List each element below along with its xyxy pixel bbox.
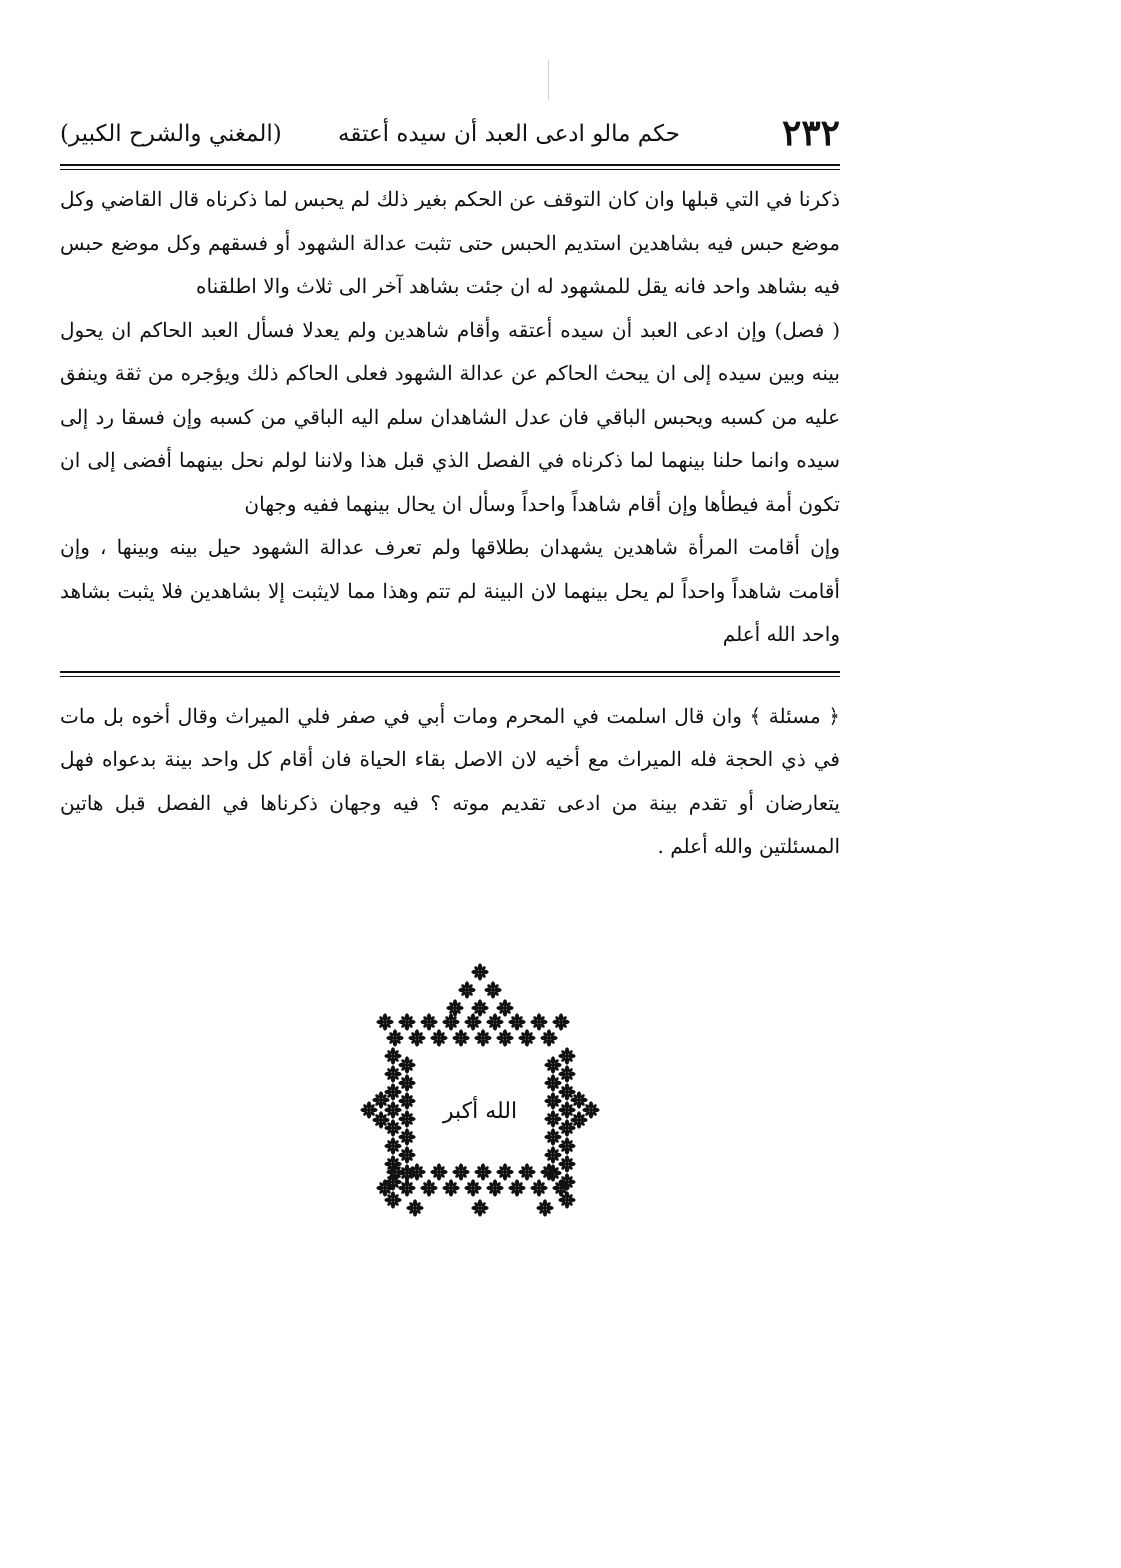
ornament-flower-icon [582,1101,599,1118]
ornament-flower-icon [474,1029,491,1046]
ornament-flower-icon [386,1029,403,1046]
ornament-flower-icon [458,981,475,998]
ornament-flower-icon [471,1199,488,1216]
ornament-flower-icon [474,1163,491,1180]
ornament-flower-icon [398,1074,415,1091]
ornament-flower-icon [452,1163,469,1180]
header-rule [60,164,840,170]
ornament-flower-icon [420,1013,437,1030]
book-title: (المغني والشرح الكبير) [60,121,282,147]
page-header [60,110,840,160]
ornament-flower-icon [484,981,501,998]
ornament-flower-icon [496,999,513,1016]
ornament-flower-icon [398,1013,415,1030]
ornament-flower-icon [398,1110,415,1127]
ornament-flower-icon [558,1155,575,1172]
paragraph-3: وإن أقامت المرأة شاهدين يشهدان بطلاقها ولم تعرف عدالة الشهود حيل بينه وبينها ، وإن أقامت شاهداً واحداً لم يحل بينهما لان البينة لم تتم وهذا مما لايثبت إلا بشاهدين فلا يثبت بشاهد واحد الله أعلم [60,535,840,646]
paragraph-2: ( فصل) وإن ادعى العبد أن سيده أعتقه وأقام شاهدين ولم يعدلا فسأل العبد الحاكم ان يحول بينه وبين سيده إلى ان يبحث الحاكم عن عدالة الشهود فعلى الحاكم ذلك ويؤجره من ثقة وينفق عليه من كسبه ويحبس الباقي فان عدل الشاهدان سلم اليه الباقي من كسبه وإن فسقا رد إلى سيده وانما حلنا بينهما لما ذكرناه في الفصل الذي قبل هذا ولاننا لولم نحل بينهما أفضى إلى ان تكون أمة فيطأها وإن أقام شاهداً واحداً وسأل ان يحال بينهما ففيه وجهان [60,317,840,516]
running-title: حكم مالو ادعى العبد أن سيده أعتقه [338,121,680,147]
ornament-flower-icon [496,1163,513,1180]
ornament-flower-icon [558,1137,575,1154]
ornament-flower-icon [398,1128,415,1145]
ornament-flower-icon [408,1029,425,1046]
ornament-flower-icon [544,1110,561,1127]
ornament-flower-icon [530,1013,547,1030]
ornament-flower-icon [518,1163,535,1180]
ornament-flower-icon [398,1092,415,1109]
ornament-flower-icon [544,1056,561,1073]
ornament-flower-icon [446,999,463,1016]
paragraph-4: ﴿ مسئلة ﴾ وان قال اسلمت في المحرم ومات أبي في صفر فلي الميراث وقال أخوه بل مات في ذي الحجة فله الميراث مع أخيه لان الاصل بقاء الحياة فان أقام كل واحد بينة بدعواه فهل يتعارضان أو تقدم بينة من ادعى تقديم موته ؟ فيه وجهان ذكرناها في الفصل قبل هاتين المسئلتين والله أعلم . [60,703,840,858]
ornament-flower-icon [360,1101,377,1118]
ornament-flower-icon [508,1179,525,1196]
ornament-flower-icon [398,1146,415,1163]
ornament-flower-icon [544,1074,561,1091]
ornament-flower-icon [384,1101,401,1118]
ornament-flower-icon [376,1013,393,1030]
ornament-flower-icon [530,1179,547,1196]
ornament-flower-icon [452,1029,469,1046]
ornament-flower-icon [552,1013,569,1030]
ornament-flower-icon [544,1146,561,1163]
ornament-flower-icon [442,1013,459,1030]
page [60,110,840,869]
ornament-flower-icon [486,1179,503,1196]
ornament-flower-icon [518,1029,535,1046]
scan-mark [548,60,551,100]
ornament-flower-icon [536,1199,553,1216]
ornament-flower-icon [384,1047,401,1064]
ornament-flower-icon [430,1029,447,1046]
ornament-flower-icon [430,1163,447,1180]
ornament-flower-icon [406,1199,423,1216]
ornament-flower-icon [540,1029,557,1046]
ornament-text: الله أكبر [442,1099,518,1124]
ornament-flower-icon [544,1092,561,1109]
ornament-flower-icon [471,963,488,980]
ornament-flower-icon [558,1101,575,1118]
section-divider [60,671,840,677]
paragraph-1: ذكرنا في التي قبلها وان كان التوقف عن الحكم بغير ذلك لم يحبس لما ذكرناه قال القاضي وكل موضع حبس فيه بشاهدين استديم الحبس حتى تثبت عدالة الشهود أو فسقهم وكل موضع حبس فيه بشاهد واحد فانه يقل للمشهود له ان جئت بشاهد آخر الى ثلاث والا اطلقناه [60,187,840,298]
ornament-flower-icon [384,1137,401,1154]
ornament [355,960,605,1225]
ornament-flower-icon [464,1179,481,1196]
ornament-flower-icon [486,1013,503,1030]
ornament-flower-icon [496,1029,513,1046]
ornament-flower-icon [398,1056,415,1073]
ornament-flower-icon [384,1065,401,1082]
ornament-flower-icon [544,1128,561,1145]
ornament-flower-icon [558,1047,575,1064]
ornament-flower-icon [508,1013,525,1030]
ornament-flower-icon [442,1179,459,1196]
ornament-flower-icon [420,1179,437,1196]
ornament-flower-icon [558,1065,575,1082]
page-number: ٢٣٢ [781,112,840,154]
ornament-frame-icon [355,960,605,1225]
